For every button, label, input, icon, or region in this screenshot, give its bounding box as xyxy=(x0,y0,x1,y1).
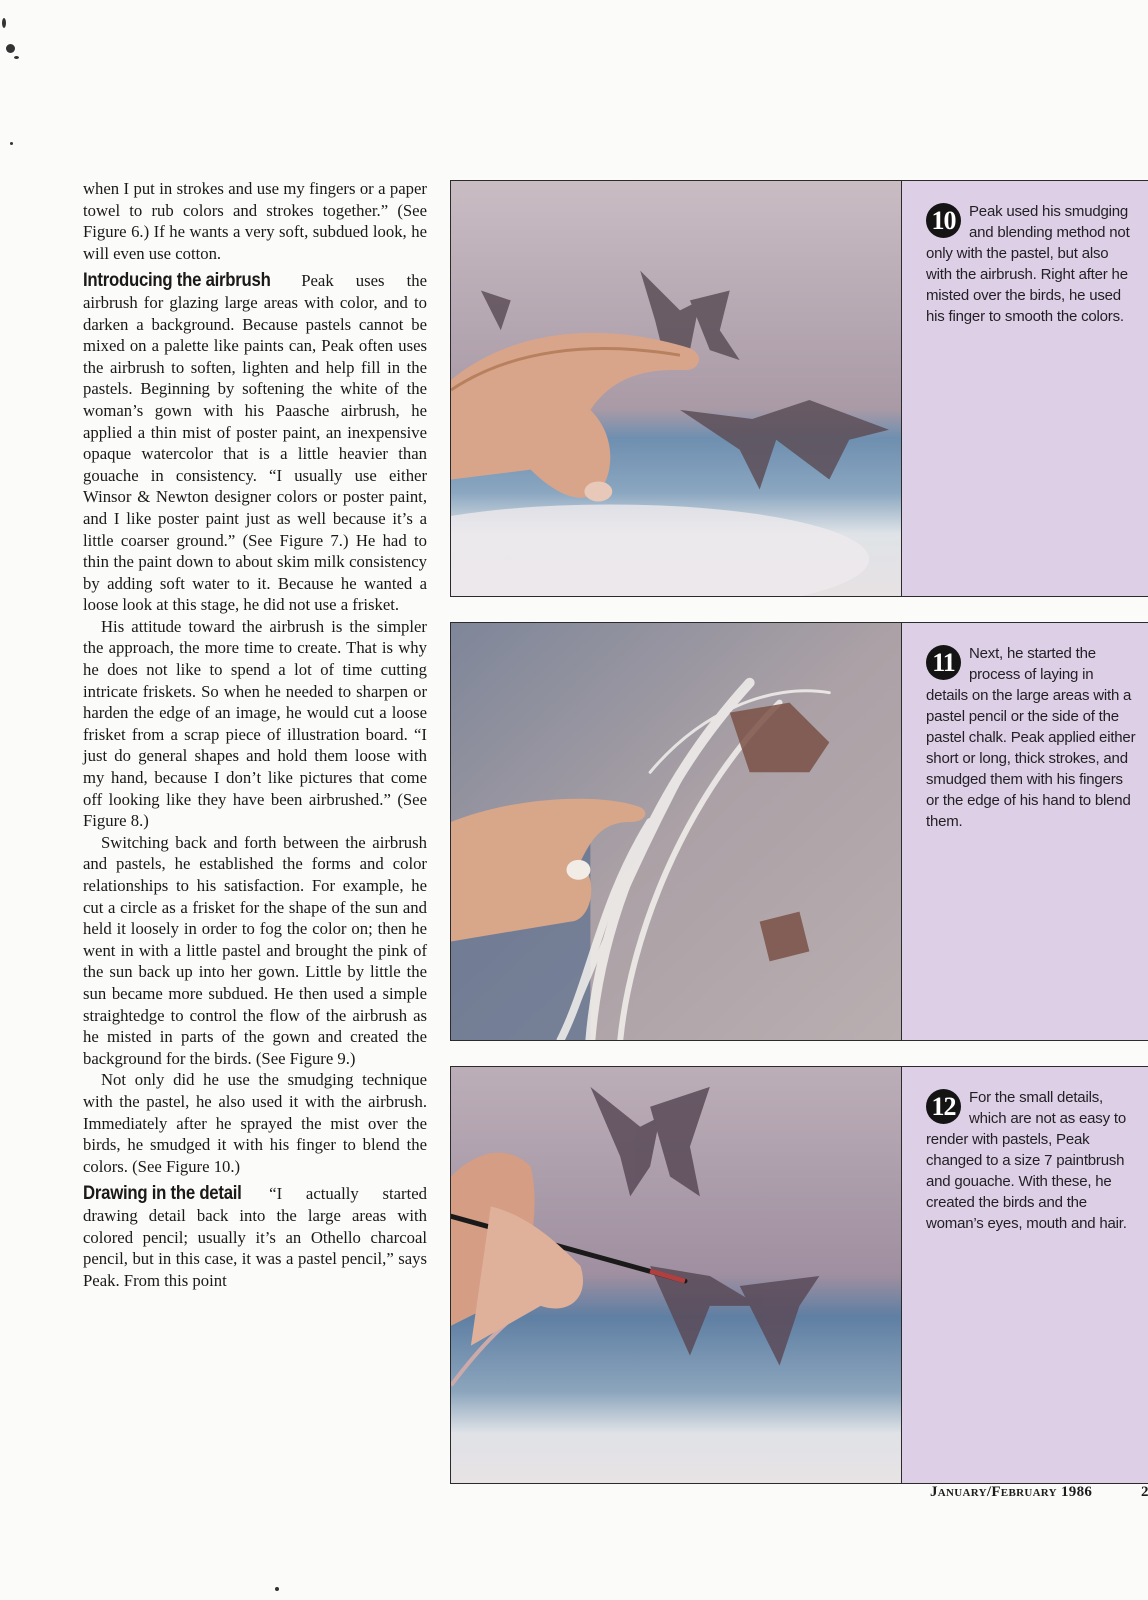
section-heading: Introducing the airbrush xyxy=(83,269,271,292)
section-airbrush xyxy=(83,270,427,616)
figure-caption xyxy=(926,643,1136,832)
figure-number-badge: 11 xyxy=(926,645,961,680)
figure-11 xyxy=(450,622,1148,1041)
scan-speck xyxy=(275,1587,279,1591)
figure-number-badge: 12 xyxy=(926,1089,961,1124)
paragraph: Not only did he use the smudging technique with the pastel, he also used it with the airbrush. Immediately after he sprayed the mist over the birds, he smudged it with his finger to blend the colors. (See Figure 10.) xyxy=(83,1070,427,1176)
article-column xyxy=(83,178,427,1291)
paragraph: when I put in strokes and use my fingers or a paper towel to rub colors and strokes together.” (See Figure 6.) If he wants a very soft, subdued look, he will even use cotton. xyxy=(83,179,427,263)
figure-12-caption-box xyxy=(902,1066,1148,1484)
scan-speck xyxy=(2,18,6,28)
paragraph: Switching back and forth between the airbrush and pastels, he established the forms and color relationships to his satisfaction. For example, he cut a circle as a frisket for the shape of the sun and held it loosely in order to fog the color on; then he went in with a little pastel and brought the pink of the sun back up into her gown. Little by little the sun became more subdued. He then used a simple straightedge to control the flow of the airbrush as he misted in parts of the gown and created the background for the birds. (See Figure 9.) xyxy=(83,832,427,1068)
figure-12-photo xyxy=(450,1066,902,1484)
paragraph: “I actually started drawing detail back into the large areas with colored pencil; usually it’s an Othello charcoal pencil, but in this case, it was a pastel pencil,” says Peak. From this point xyxy=(83,1184,427,1290)
caption-text: Next, he started the process of laying in details on the large areas with a pastel pencil or the side of the pastel chalk. Peak applied either short or long, thick strokes, and smudged them with his fingers or the edge of his hand to blend them. xyxy=(926,645,1136,830)
figure-11-caption-box xyxy=(902,622,1148,1041)
figure-10 xyxy=(450,180,1148,597)
caption-text: For the small details, which are not as easy to render with pastels, Peak changed to a size 7 paintbrush and gouache. With these, he created the birds and the woman’s eyes, mouth and hair. xyxy=(926,1089,1127,1232)
figure-10-caption-box xyxy=(902,180,1148,597)
issue-date: January/February 1986 xyxy=(930,1484,1093,1500)
page-number: 2 xyxy=(1141,1484,1148,1500)
paragraph: His attitude toward the airbrush is the simpler the approach, the more time to create. That is why he does not like to spend a lot of time cutting intricate friskets. So when he needed to sharpen or harden the edge of an image, he would cut a loose frisket from a scrap piece of illustration board. “I just do general shapes and hold them loose with my hand, because I don’t like pictures that come off looking like they have been airbrushed.” (See Figure 8.) xyxy=(83,616,427,831)
section-detail xyxy=(83,1183,427,1291)
figure-12 xyxy=(450,1066,1148,1484)
scan-speck xyxy=(14,56,19,59)
figure-number-badge: 10 xyxy=(926,203,961,238)
paragraph: Peak uses the airbrush for glazing large areas with color, and to darken a background. Because pastels cannot be mixed on a palette like paints can, Peak often uses the airbrush to soften, lighten and help fill in the pastels. Beginning by softening the white of the woman’s gown with his Paasche airbrush, he applied a thin mist of poster paint, an inexpensive opaque watercolor that is a little heavier than gouache in consistency. “I usually use either Winsor & Newton designer colors or poster paint, and I like poster paint just as well because it’s a little coarser ground.” (See Figure 7.) He had to thin the paint down to about skim milk consistency by adding soft water to it. Because he wanted a loose look at this stage, he did not use a frisket. xyxy=(83,271,427,615)
caption-text: Peak used his smudging and blending method not only with the pastel, but also with the airbrush. Right after he misted over the birds, he used his finger to smooth the colors. xyxy=(926,203,1130,325)
section-heading: Drawing in the detail xyxy=(83,1182,242,1205)
figure-10-photo xyxy=(450,180,902,597)
scan-speck xyxy=(10,142,13,145)
figure-11-photo xyxy=(450,622,902,1041)
figure-caption xyxy=(926,1087,1136,1234)
figure-caption xyxy=(926,201,1136,327)
scan-speck xyxy=(6,44,15,53)
